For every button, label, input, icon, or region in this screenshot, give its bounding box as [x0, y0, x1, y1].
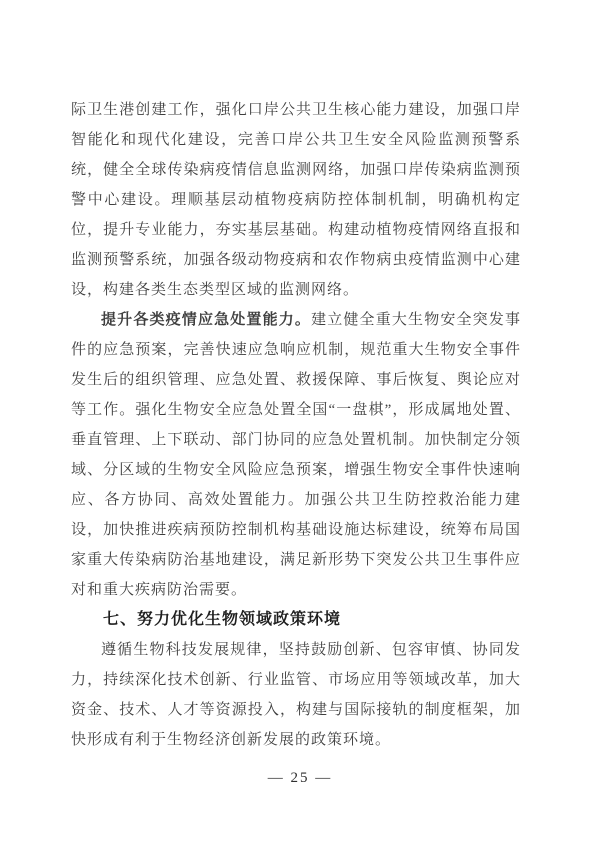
paragraph-body-text: 建立健全重大生物安全突发事件的应急预案，完善快速应急响应机制，规范重大生物安全事件发生后的组织管理、应急处置、救援保障、事后恢复、舆论应对等工作。强化生物安全应急处置全国“一盘棋”，形成属地处置、垂直管理、上下联动、部门协同的应急处置机制。加快制定分领域、分区域的生物安全风险应急预案，增强生物安全事件快速响应、各方协同、高效处置能力。加强公共卫生防控救治能力建设，加快推进疾病预防控制机构基础设施达标建设，统筹布局国家重大传染病防治基地建设，满足新形势下突发公共卫生事件应对和重大疾病防治需要。	[71, 312, 521, 598]
section-heading: 七、努力优化生物领域政策环境	[103, 611, 342, 628]
page-number: — 25 —	[267, 770, 333, 786]
body-paragraph-continuation: 际卫生港创建工作，强化口岸公共卫生核心能力建设，加强口岸智能化和现代化建设，完善口岸公共卫生安全风险监测预警系统，健全全球传染病疫情信息监测网络，加强口岸传染病监测预警中心建设。理顺基层动植物疫病防控体制机制，明确机构定位，提升专业能力，夯实基层基础。构建动植物疫情网络直报和监测预警系统，加强各级动物疫病和农作物病虫疫情监测中心建设，构建各类生态类型区域的监测网络。	[71, 102, 521, 298]
paragraph-bold-lead: 提升各类疫情应急处置能力。	[101, 312, 312, 328]
page-body	[71, 95, 521, 755]
body-paragraph-policy: 遵循生物科技发展规律，坚持鼓励创新、包容审慎、协同发力，持续深化技术创新、行业监管、市场应用等领域改革，加大资金、技术、人才等资源投入，构建与国际接轨的制度框架，加快形成有利于生物经济创新发展的政策环境。	[71, 642, 521, 748]
body-paragraph-emergency	[71, 305, 521, 605]
